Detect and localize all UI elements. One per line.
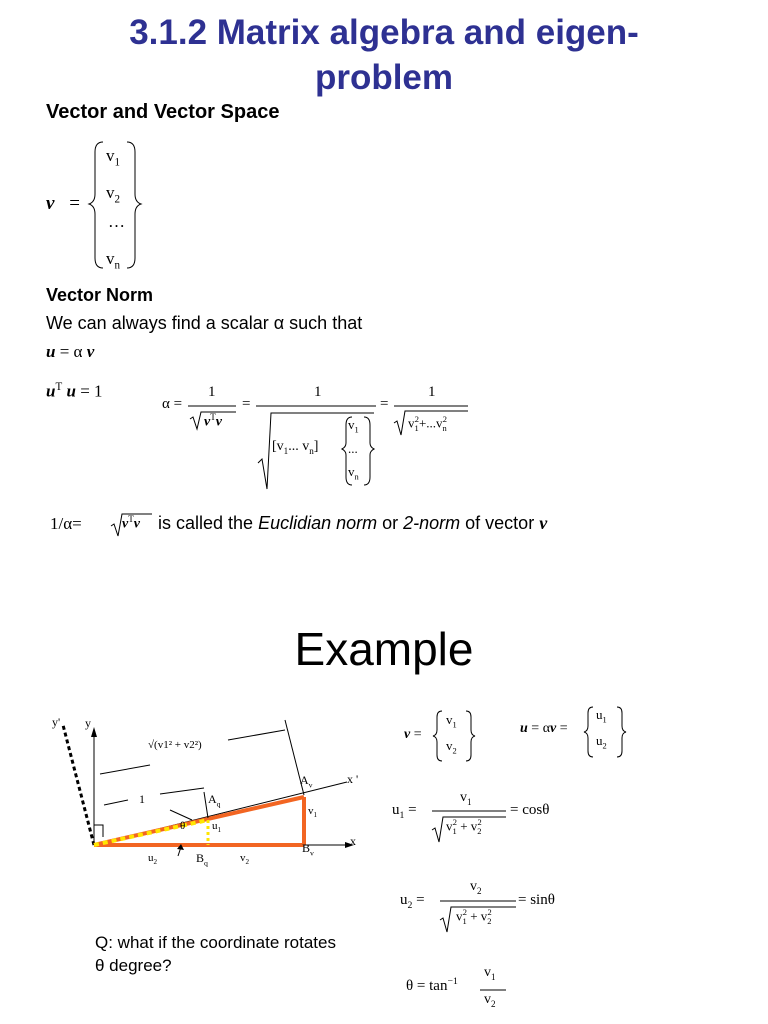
vector-space-heading: Vector and Vector Space: [46, 101, 280, 123]
label-v1: $v_1$: [308, 805, 318, 820]
eq-u-alpha-v: u = α v: [46, 342, 95, 361]
y-prime-axis: [63, 725, 94, 845]
label-u2: $u_2$: [148, 852, 158, 867]
alpha-num-2: 1: [314, 384, 322, 400]
vector-orange-line: [94, 797, 304, 845]
norm-vTv: $v^Tv$: [122, 514, 140, 532]
label-Bv: $B_v$: [302, 841, 314, 858]
vector-v-entry-2: $v_2$: [106, 183, 121, 206]
ex-v-lhs: v =: [404, 727, 422, 742]
ex-v-top: $v_1$: [446, 712, 457, 730]
page-title: [0, 10, 768, 100]
row-vector: [$v_1$... $v_n$]: [272, 439, 319, 456]
ex-u2-num: $v_2$: [470, 879, 482, 896]
vector-v-symbol: v: [46, 193, 55, 214]
ex-u1-num: $v_1$: [460, 790, 472, 807]
col-entry-1: $v_1$: [348, 417, 359, 435]
col-entry-dots: ...: [348, 441, 358, 456]
alpha-eq-3: =: [380, 396, 389, 412]
vector-v-equals: =: [69, 193, 80, 214]
label-x-prime: x ': [347, 772, 359, 786]
ex-v-bot: $v_2$: [446, 738, 457, 756]
vector-v-entry-dots: …: [108, 212, 125, 231]
question-text: [95, 931, 336, 977]
unit-yellow-line: [94, 820, 208, 845]
alpha-num-3: 1: [428, 384, 436, 400]
norm-text: is called the Euclidian norm or 2-norm of vector v: [158, 513, 548, 533]
label-v2: $v_2$: [240, 852, 250, 867]
ex-u2-den: $v_1^2 + v_2^2$: [456, 907, 492, 926]
example-heading: Example: [294, 623, 474, 675]
vector-v-entry-n: $v_n$: [106, 249, 121, 272]
label-one: 1: [139, 792, 145, 806]
label-y: y: [85, 716, 91, 730]
norm-prefix: 1/α=: [50, 514, 82, 533]
label-x: x: [350, 834, 356, 848]
ex-u-top: $u_1$: [596, 707, 607, 725]
ex-theta-lhs: $\theta = \tan^{-1}$: [406, 976, 458, 994]
vector-norm-heading: Vector Norm: [46, 285, 154, 305]
ex-u1-result: = cosθ: [510, 802, 550, 818]
alpha-den-1: $v^Tv$: [204, 412, 222, 430]
question-line-1: Q: what if the coordinate rotates: [95, 933, 336, 952]
ex-u2-lhs: $u_2$ =: [400, 892, 425, 911]
vector-v-entry-1: $v_1$: [106, 146, 121, 169]
label-sqrt: √(v1² + v2²): [148, 739, 202, 751]
title-line-1: 3.1.2 Matrix algebra and eigen-: [129, 13, 639, 52]
ex-theta-den: $v_2$: [484, 992, 496, 1009]
alpha-eq-2: =: [242, 396, 251, 412]
alpha-den-3: $v_1^2+...v_n^2$: [408, 414, 447, 433]
ex-u2-result: = sinθ: [518, 892, 555, 908]
ex-u-bot: $u_2$: [596, 733, 607, 751]
label-y-prime: y': [52, 715, 61, 729]
label-Av: $A_v$: [300, 773, 313, 790]
ex-u-lhs: u = αv =: [520, 721, 568, 736]
label-u1: $u_1$: [212, 820, 222, 835]
alpha-eq: α =: [162, 396, 183, 412]
alpha-num-1: 1: [208, 384, 216, 400]
label-Bq: $B_q$: [196, 851, 208, 868]
col-entry-n: $v_n$: [348, 464, 359, 482]
question-line-2: θ degree?: [95, 956, 172, 975]
title-line-2: problem: [314, 58, 454, 97]
vector-norm-text: We can always find a scalar α such that: [46, 313, 363, 333]
eq-uTu-1: $u^T$ u = 1: [46, 381, 103, 401]
vector-v-lhs: [46, 193, 80, 215]
label-theta: θ: [180, 820, 186, 832]
label-Aq: $A_q$: [208, 792, 221, 809]
ex-u1-den: $v_1^2 + v_2^2$: [446, 817, 482, 836]
ex-theta-num: $v_1$: [484, 965, 496, 982]
ex-u1-lhs: $u_1$ =: [392, 802, 417, 821]
